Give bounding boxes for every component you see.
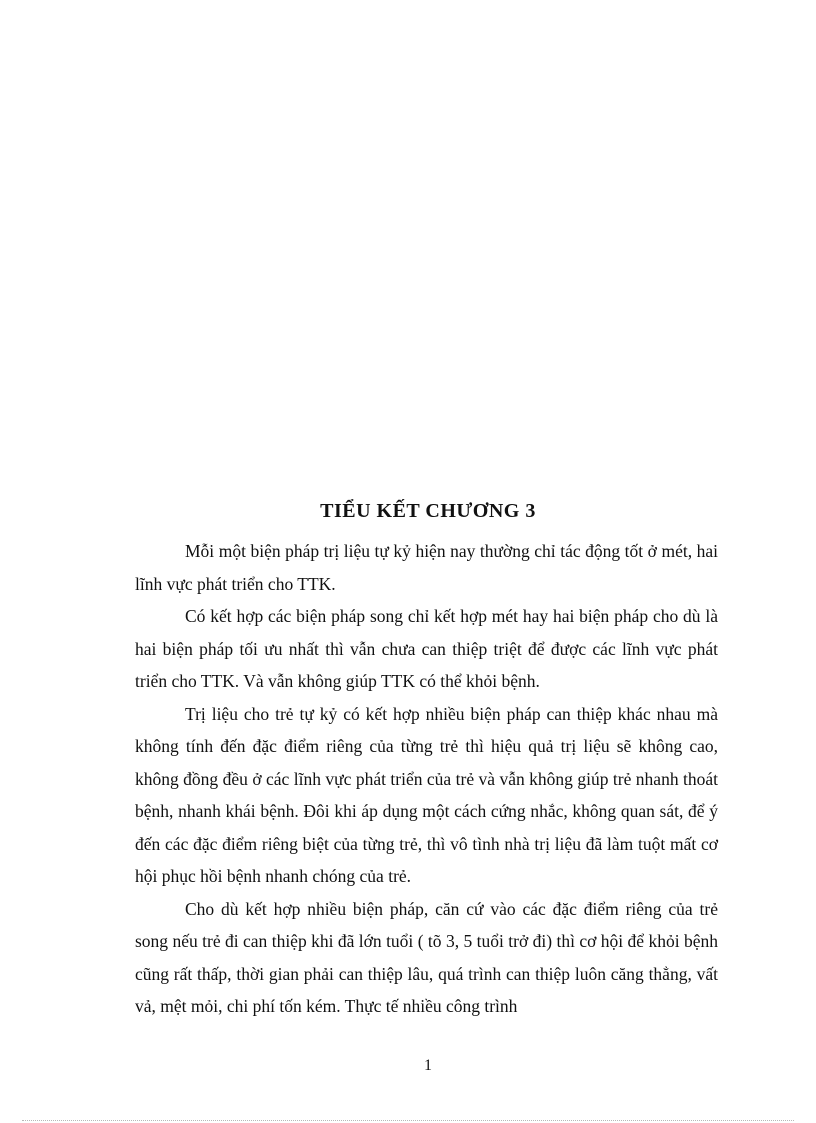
body-text <box>135 535 718 1023</box>
paragraph-2: Có kết hợp các biện pháp song chỉ kết hợp mét hay hai biện pháp cho dù là hai biện pháp tối ưu nhất thì vẫn chưa can thiệp triệt để được các lĩnh vực phát triển cho TTK. Và vẫn không giúp TTK có thể khỏi bệnh. <box>135 606 718 691</box>
paragraph-3: Trị liệu cho trẻ tự kỷ có kết hợp nhiều biện pháp can thiệp khác nhau mà không tính đến đặc điểm riêng của từng trẻ thì hiệu quả trị liệu sẽ không cao, không đồng đều ở các lĩnh vực phát triển của trẻ và vẫn không giúp trẻ nhanh thoát bệnh, nhanh khái bệnh. Đôi khi áp dụng một cách cứng nhắc, không quan sát, để ý đến các đặc điểm riêng biệt của từng trẻ, thì vô tình nhà trị liệu đã làm tuột mất cơ hội phục hồi bệnh nhanh chóng của trẻ. <box>135 703 718 886</box>
chapter-title: TIỂU KẾT CHƯƠNG 3 <box>320 500 536 522</box>
paragraph-1: Mỗi một biện pháp trị liệu tự kỷ hiện nay thường chỉ tác động tốt ở mét, hai lĩnh vực phát triển cho TTK. <box>135 541 718 594</box>
page-number: 1 <box>424 1057 432 1074</box>
page-bottom-divider <box>22 1120 794 1121</box>
paragraph-4: Cho dù kết hợp nhiều biện pháp, căn cứ vào các đặc điểm riêng của trẻ song nếu trẻ đi can thiệp khi đã lớn tuổi ( tõ 3, 5 tuổi trở đi) thì cơ hội để khỏi bệnh cũng rất thấp, thời gian phải can thiệp lâu, quá trình can thiệp luôn căng thẳng, vất vả, mệt mỏi, chi phí tốn kém. Thực tế nhiều công trình <box>135 898 718 1016</box>
